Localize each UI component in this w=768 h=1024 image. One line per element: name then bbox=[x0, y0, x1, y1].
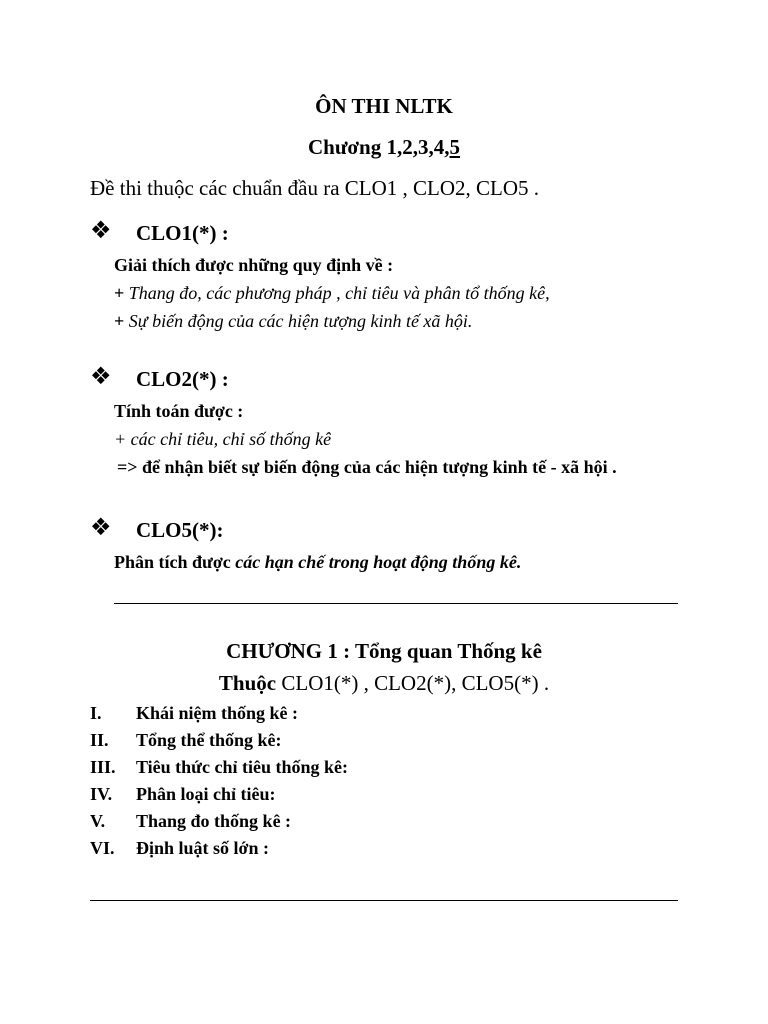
chapter1-subtitle bbox=[0, 671, 768, 696]
clo5-lead-italic: các hạn chế trong hoạt động thống kê. bbox=[235, 552, 522, 572]
plus-marker: + bbox=[114, 311, 125, 331]
clo5-lead bbox=[114, 552, 521, 573]
list-item-number: IV. bbox=[90, 784, 113, 804]
diamond-bullet-icon: ❖ bbox=[90, 513, 112, 541]
list-item-number: VI. bbox=[90, 838, 115, 858]
chapter-range-last: 5 bbox=[449, 135, 460, 159]
list-item: Thang đo thống kê : bbox=[136, 811, 292, 831]
clo1-heading: CLO1(*) : bbox=[136, 221, 229, 245]
clo2-heading: CLO2(*) : bbox=[136, 367, 229, 391]
list-item: Tiêu thức chỉ tiêu thống kê: bbox=[136, 757, 348, 777]
list-item-number: V. bbox=[90, 811, 106, 831]
clo1-item-1 bbox=[114, 283, 550, 304]
clo1-item-2 bbox=[114, 311, 472, 332]
chapter-range-prefix: Chương 1,2,3,4, bbox=[307, 135, 450, 159]
clo1-item-1-text: Thang đo, các phương pháp , chỉ tiêu và phân tổ thống kê, bbox=[124, 283, 550, 303]
chapter1-title: CHƯƠNG 1 : Tổng quan Thống kê bbox=[226, 639, 542, 663]
chapter1-subtitle-bold: Thuộc bbox=[218, 671, 277, 695]
section-divider bbox=[90, 900, 678, 901]
list-item: Phân loại chỉ tiêu: bbox=[136, 784, 276, 804]
list-item: Định luật số lớn : bbox=[136, 838, 270, 858]
clo2-item-1: + các chỉ tiêu, chỉ số thống kê bbox=[114, 429, 332, 449]
diamond-bullet-icon: ❖ bbox=[90, 362, 112, 390]
chapter1-subtitle-rest: CLO1(*) , CLO2(*), CLO5(*) . bbox=[276, 671, 550, 695]
intro-text: Đề thi thuộc các chuẩn đầu ra CLO1 , CLO2, CLO5 . bbox=[90, 176, 540, 200]
clo1-item-2-text: Sự biến động của các hiện tượng kinh tế xã hội. bbox=[124, 311, 473, 331]
section-divider bbox=[114, 603, 678, 604]
list-item: Khái niệm thống kê : bbox=[136, 703, 299, 723]
clo5-lead-normal: Phân tích được bbox=[114, 552, 236, 572]
list-item-number: III. bbox=[90, 757, 116, 777]
list-item: Tổng thể thống kê: bbox=[136, 730, 282, 750]
list-item-number: II. bbox=[90, 730, 109, 750]
chapter-range bbox=[0, 135, 768, 160]
clo1-lead: Giải thích được những quy định về : bbox=[114, 255, 394, 275]
clo5-heading: CLO5(*): bbox=[136, 518, 224, 542]
clo2-item-2: => để nhận biết sự biến động của các hiện tượng kinh tế - xã hội . bbox=[117, 457, 617, 477]
clo2-lead: Tính toán được : bbox=[114, 401, 244, 421]
diamond-bullet-icon: ❖ bbox=[90, 216, 112, 244]
list-item-number: I. bbox=[90, 703, 102, 723]
page-title: ÔN THI NLTK bbox=[315, 94, 453, 118]
plus-marker: + bbox=[114, 283, 125, 303]
